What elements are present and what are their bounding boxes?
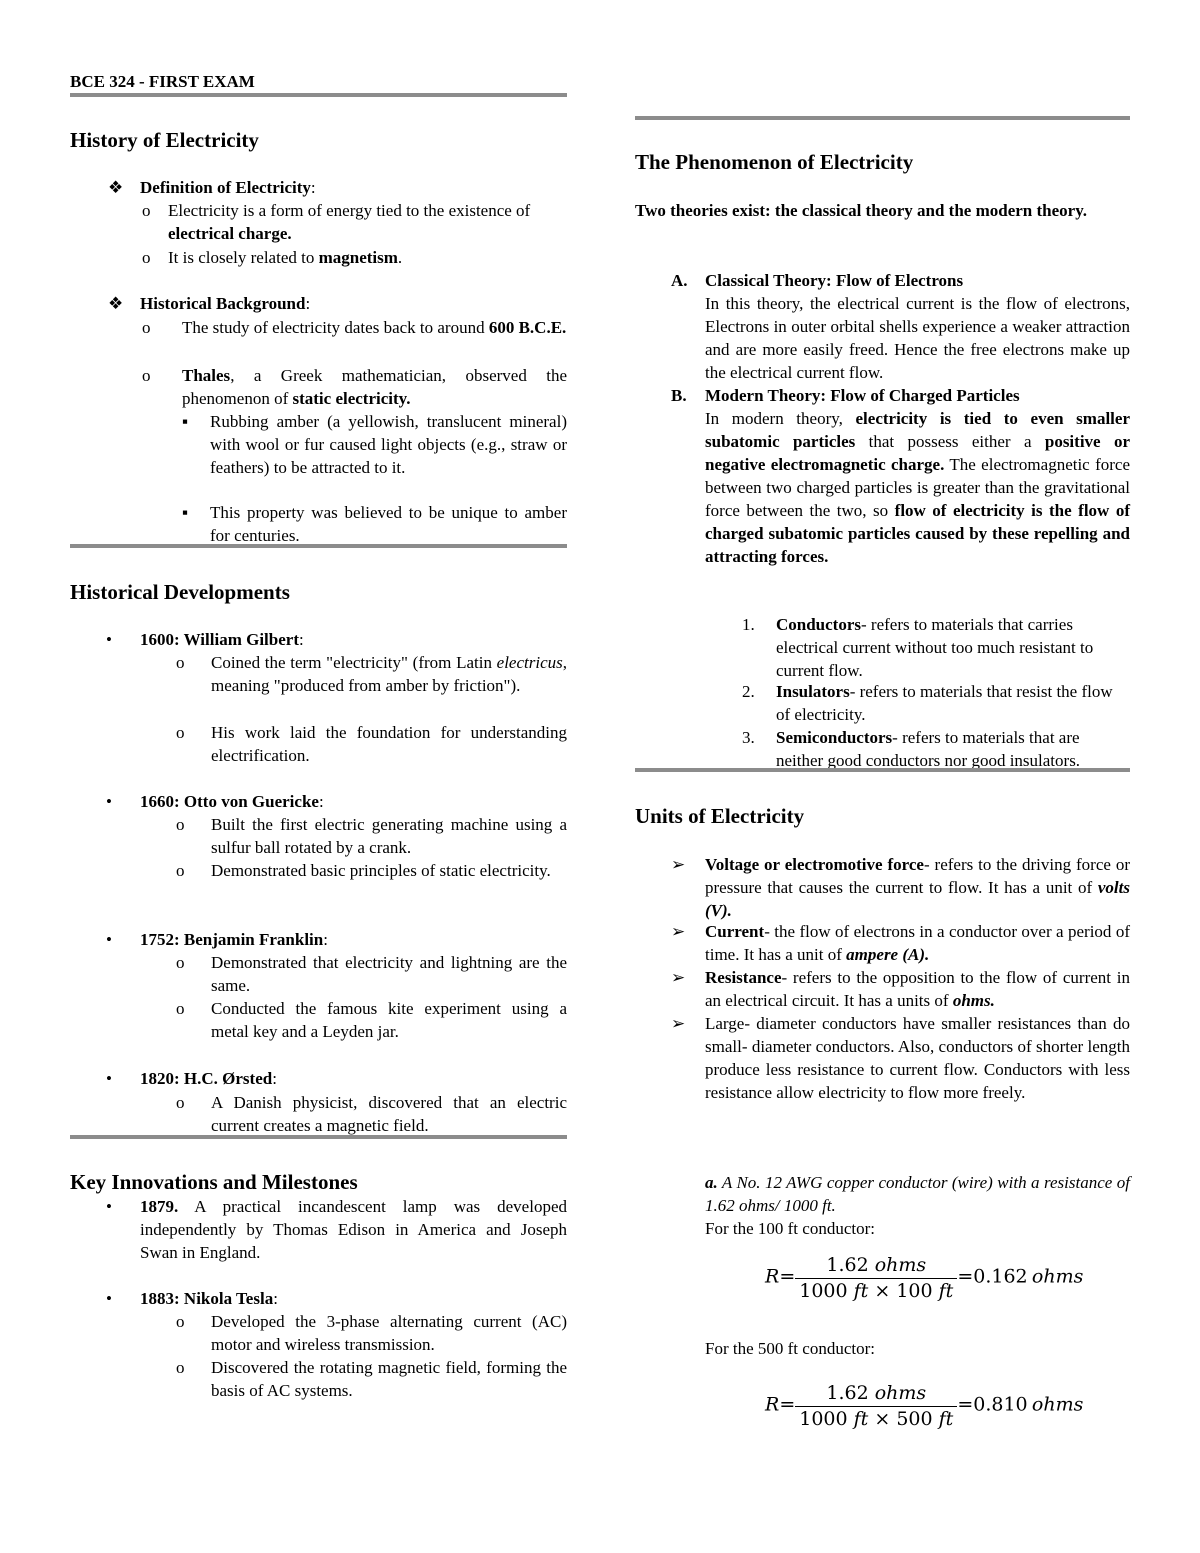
classical-theory-text: In this theory, the electrical current is the flow of electrons, Electrons in outer orbital shells experience a weaker attraction and are more easily freed. Hence the free electrons make up the electrical current flow. <box>705 294 1130 382</box>
dev-1752: • 1752: Benjamin Franklin: <box>106 930 328 949</box>
eq-den-unit: ft <box>938 1408 954 1430</box>
modern-theory-title: Modern Theory: Flow of Charged Particles <box>705 386 1020 405</box>
numbered-item-1 <box>635 613 1130 682</box>
dev-text: Built the first electric generating machine using a sulfur ball rotated by a crank. <box>211 815 567 857</box>
background-sub-1 <box>70 410 567 479</box>
term-bold: Resistance <box>705 968 782 987</box>
dev-text: Coined the term "electricity" (from Latin <box>211 653 497 672</box>
eq-den-value: 500 <box>896 1408 933 1430</box>
numbered-item-2 <box>635 680 1130 726</box>
dot-bullet-icon: • <box>106 630 112 649</box>
dev-text: Demonstrated that electricity and lightning are the same. <box>211 953 567 995</box>
eq-den-unit: ft <box>853 1408 869 1430</box>
innovation-text: Developed the 3-phase alternating current (AC) motor and wireless transmission. <box>211 1312 567 1354</box>
units-heading: Units of Electricity <box>635 804 805 828</box>
eq-equals: = <box>957 1393 974 1416</box>
example-label: a. <box>705 1173 718 1192</box>
eq-result-value: 0.810 <box>973 1393 1028 1416</box>
dev-heading: 1660: Otto von Guericke <box>140 792 319 811</box>
definition-text-1: Electricity is a form of energy tied to the existence of <box>168 201 531 220</box>
dev-1752-b1 <box>70 951 567 997</box>
term-text: - the flow of electrons in a conductor over a period of time. It has a unit of <box>705 922 1130 964</box>
innovation-1883: • 1883: Nikola Tesla: <box>106 1289 278 1308</box>
numbered-item-3 <box>635 726 1130 772</box>
classical-theory-head <box>635 269 1130 292</box>
innovation-year: 1879. <box>140 1197 179 1216</box>
dev-heading: 1600: William Gilbert <box>140 630 299 649</box>
definition-bullet-2 <box>70 246 567 269</box>
eq-result-unit: ohms <box>1031 1265 1084 1288</box>
eq-result-value: 0.162 <box>973 1265 1028 1288</box>
innovation-text: Discovered the rotating magnetic field, forming the basis of AC systems. <box>211 1358 567 1400</box>
dev-1820: • 1820: H.C. Ørsted: <box>106 1069 277 1088</box>
dot-bullet-icon: • <box>106 792 112 811</box>
circle-bullet-icon: o <box>176 861 185 880</box>
unit-name: ohms. <box>952 991 995 1010</box>
innovation-heading: 1883: Nikola Tesla <box>140 1289 274 1308</box>
theory-bold: electricity is tied to even smaller subatomic particles <box>705 409 1130 451</box>
list-letter: B. <box>671 386 687 405</box>
theory-bold: positive or negative electromagnetic charge. <box>705 432 1130 474</box>
equation-500ft <box>765 1382 1130 1431</box>
dev-1600: • 1600: William Gilbert: <box>106 630 304 649</box>
dev-1752-b2 <box>70 997 567 1043</box>
diamond-bullet-icon: ❖ <box>108 178 124 197</box>
eq-den-unit: ft <box>853 1280 869 1302</box>
unit-resistance <box>635 966 1130 1012</box>
large-diameter-text: Large- diameter conductors have smaller resistances than do small- diameter conductors. Also, conductors of shorter length produce less resistance to current flow. Conductors with less resistance allow electricity to flow more freely. <box>705 1014 1130 1102</box>
square-bullet-icon: ▪ <box>182 503 189 522</box>
arrow-bullet-icon: ➢ <box>671 922 686 941</box>
theory-text: In modern theory, <box>705 409 856 428</box>
dot-bullet-icon: • <box>106 1289 112 1308</box>
eq-times: × <box>874 1408 891 1430</box>
circle-bullet-icon: o <box>176 999 185 1018</box>
diamond-bullet-icon: ❖ <box>108 294 124 313</box>
term-text: - refers to materials that carries electrical current without too much resistant to current flow. <box>776 615 1094 680</box>
eq-lhs: R <box>765 1265 780 1288</box>
definition-bold-1: electrical charge. <box>168 224 292 243</box>
amber-rubbing-text: Rubbing amber (a yellowish, translucent mineral) with wool or fur caused light objects (e.g., straw or feathers) to be attracted to it. <box>210 412 567 477</box>
thales-name: Thales <box>182 366 231 385</box>
unit-voltage <box>635 853 1130 922</box>
unit-large-diameter <box>635 1012 1130 1104</box>
background-text-1: The study of electricity dates back to around <box>182 318 489 337</box>
for-500-label: For the 500 ft conductor: <box>705 1339 875 1358</box>
modern-theory-text <box>705 407 1130 568</box>
eq-lhs: R <box>765 1393 780 1416</box>
innovations-heading: Key Innovations and Milestones <box>70 1170 358 1194</box>
circle-bullet-icon: o <box>176 1093 185 1112</box>
circle-bullet-icon: o <box>176 815 185 834</box>
eq-equals: = <box>779 1265 796 1288</box>
term-text: - refers to materials that are neither good conductors nor good insulators. <box>776 728 1081 770</box>
amber-unique-text: This property was believed to be unique to amber for centuries. <box>210 503 567 545</box>
phenomenon-heading: The Phenomenon of Electricity <box>635 150 914 174</box>
list-number: 3. <box>742 728 755 747</box>
unit-name: volts (V). <box>705 878 1130 920</box>
term-text: - refers to the driving force or pressure that causes the current to flow. It has a unit of <box>705 855 1130 897</box>
phenomenon-intro: Two theories exist: the classical theory and the modern theory. <box>635 201 1088 220</box>
dev-text: Demonstrated basic principles of static electricity. <box>211 861 551 880</box>
eq-num-unit: ohms <box>874 1254 927 1276</box>
term-bold: Semiconductors <box>776 728 893 747</box>
circle-bullet-icon: o <box>176 1312 185 1331</box>
circle-bullet-icon: o <box>142 318 151 337</box>
circle-bullet-icon: o <box>176 953 185 972</box>
eq-num-value: 1.62 <box>826 1382 869 1404</box>
example-text: A No. 12 AWG copper conductor (wire) with a resistance of 1.62 ohms/ 1000 ft. <box>705 1173 1130 1215</box>
term-text: - refers to materials that resist the flow of electricity. <box>776 682 1113 724</box>
list-number: 1. <box>742 615 755 634</box>
equation-100ft <box>765 1254 1130 1303</box>
arrow-bullet-icon: ➢ <box>671 1014 686 1033</box>
section-rule <box>70 1135 567 1139</box>
definition-block: ❖ Definition of Electricity: <box>108 178 316 197</box>
eq-equals: = <box>779 1393 796 1416</box>
unit-current <box>635 920 1130 966</box>
unit-name: ampere (A). <box>846 945 930 964</box>
theory-text: that possess either a <box>855 432 1045 451</box>
classical-theory-title: Classical Theory: Flow of Electrons <box>705 271 964 290</box>
circle-bullet-icon: o <box>176 723 185 742</box>
term-bold: Insulators <box>776 682 850 701</box>
eq-equals: = <box>957 1265 974 1288</box>
background-bold-1: 600 B.C.E. <box>488 318 567 337</box>
innovation-1883-b2 <box>70 1356 567 1402</box>
static-electricity-term: static electricity. <box>292 389 411 408</box>
dot-bullet-icon: • <box>106 930 112 949</box>
dev-1660: • 1660: Otto von Guericke: <box>106 792 324 811</box>
innovation-1879 <box>70 1195 567 1264</box>
definition-bullet-1 <box>70 199 567 245</box>
dev-text: Conducted the famous kite experiment using a metal key and a Leyden jar. <box>211 999 567 1041</box>
background-text-2: , a Greek mathematician, observed the phenomenon of <box>182 366 567 408</box>
theory-bold: flow of electricity is the flow of charged subatomic particles caused by these repelling and attracting forces. <box>705 501 1130 566</box>
for-100-label: For the 100 ft conductor: <box>705 1219 875 1238</box>
dev-text: His work laid the foundation for understanding electrification. <box>211 723 567 765</box>
arrow-bullet-icon: ➢ <box>671 855 686 874</box>
arrow-bullet-icon: ➢ <box>671 968 686 987</box>
list-number: 2. <box>742 682 755 701</box>
circle-bullet-icon: o <box>176 653 185 672</box>
innovation-text: A practical incandescent lamp was developed independently by Thomas Edison in America and Joseph Swan in England. <box>140 1197 567 1262</box>
background-label: Historical Background <box>140 294 306 313</box>
circle-bullet-icon: o <box>142 248 151 267</box>
eq-den-value: 1000 <box>799 1280 848 1302</box>
background-bullet-2 <box>70 364 567 410</box>
definition-bold-2: magnetism <box>318 248 398 267</box>
example-statement <box>705 1171 1130 1217</box>
history-heading: History of Electricity <box>70 128 259 152</box>
dev-1660-b2 <box>70 859 567 882</box>
exam-title: BCE 324 - FIRST EXAM <box>70 72 255 91</box>
dev-1660-b1 <box>70 813 567 859</box>
eq-fraction <box>795 1382 957 1431</box>
eq-num-unit: ohms <box>874 1382 927 1404</box>
term-text: - refers to the opposition to the flow of current in an electrical circuit. It has a units of <box>705 968 1130 1010</box>
section-rule <box>635 116 1130 120</box>
dev-italic: electricus <box>496 653 563 672</box>
eq-den-unit: ft <box>938 1280 954 1302</box>
definition-text-2: It is closely related to <box>168 248 319 267</box>
circle-bullet-icon: o <box>142 201 151 220</box>
background-sub-2 <box>70 501 567 547</box>
eq-den-value: 1000 <box>799 1408 848 1430</box>
header-rule <box>70 93 567 97</box>
definition-text-2-end: . <box>397 248 403 267</box>
eq-result-unit: ohms <box>1031 1393 1084 1416</box>
dev-heading: 1752: Benjamin Franklin <box>140 930 324 949</box>
dev-text: , meaning "produced from amber by friction"). <box>211 653 567 695</box>
dev-heading: 1820: H.C. Ørsted <box>140 1069 273 1088</box>
section-rule <box>635 768 1130 772</box>
circle-bullet-icon: o <box>142 366 151 385</box>
dev-text: A Danish physicist, discovered that an electric current creates a magnetic field. <box>211 1093 567 1135</box>
eq-times: × <box>874 1280 891 1302</box>
term-bold: Voltage or electromotive force <box>705 855 924 874</box>
background-bullet-1 <box>70 316 567 339</box>
section-rule <box>70 544 567 548</box>
modern-theory-head <box>635 384 1130 407</box>
eq-fraction <box>795 1254 957 1303</box>
list-letter: A. <box>671 271 688 290</box>
background-block: ❖ Historical Background: <box>108 294 311 313</box>
term-bold: Conductors <box>776 615 862 634</box>
square-bullet-icon: ▪ <box>182 412 189 431</box>
eq-num-value: 1.62 <box>826 1254 869 1276</box>
theory-text: The electromagnetic force between two charged particles is greater than the gravitational force between the two, so <box>705 455 1130 520</box>
term-bold: Current <box>705 922 765 941</box>
definition-label: Definition of Electricity <box>140 178 311 197</box>
dev-1600-b1 <box>70 651 567 697</box>
dot-bullet-icon: • <box>106 1197 112 1216</box>
circle-bullet-icon: o <box>176 1358 185 1377</box>
developments-heading: Historical Developments <box>70 580 290 604</box>
dev-1820-b1 <box>70 1091 567 1137</box>
eq-den-value: 100 <box>896 1280 933 1302</box>
dev-1600-b2 <box>70 721 567 767</box>
innovation-1883-b1 <box>70 1310 567 1356</box>
dot-bullet-icon: • <box>106 1069 112 1088</box>
